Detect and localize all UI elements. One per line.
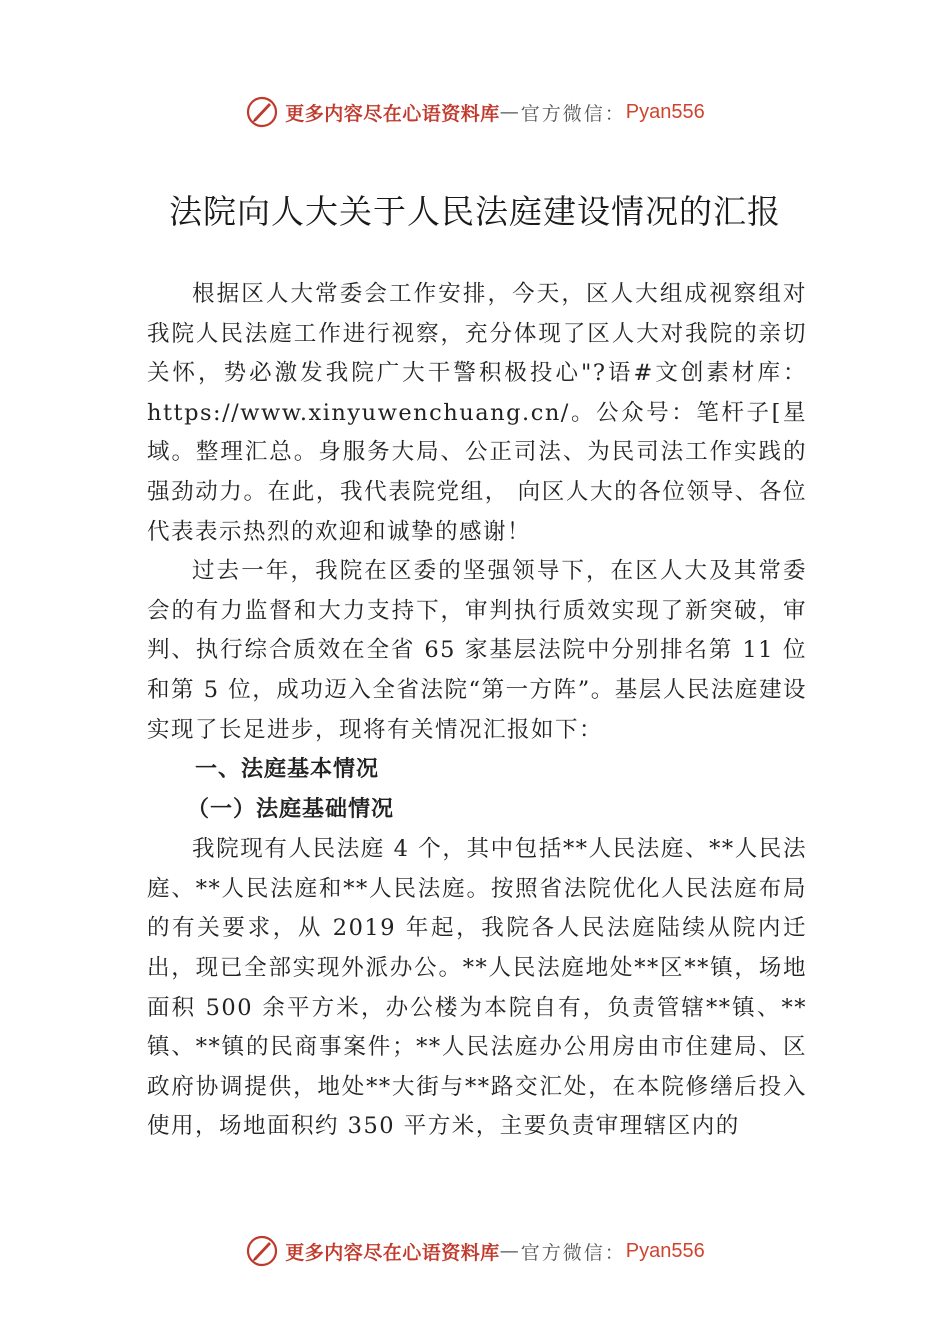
official-wechat-label: 官方微信： (520, 1241, 626, 1264)
official-wechat-label: 官方微信： (520, 102, 626, 125)
wechat-id: Pyan556 (625, 100, 705, 123)
paragraph-courts: 我院现有人民法庭 4 个，其中包括**人民法庭、**人民法庭、**人民法庭和**人民法庭。按照省法院优化人民法庭布局的有关要求，从 2019 年起，我院各人民法庭陆续从院内迁出，现已全部实现外派办公。**人民法庭地处**区**镇，场地面积 500 余平方米，办公楼为本院自有，负责管辖**镇、**镇、**镇的民商事案件；**人民法庭办公用房由市住建局、区政府协调提供，地处**大街与**路交汇处，在本院修缮后投入使用，场地面积约 350 平方米，主要负责审理辖区内的 (147, 836, 807, 1140)
document-body (147, 275, 807, 1147)
quill-seal-icon (245, 95, 279, 129)
banner-separator: — (499, 101, 521, 123)
banner-separator: — (499, 1240, 521, 1262)
subsection-heading-1: （一）法庭基础情况 (187, 797, 395, 823)
brand-name: 更多内容尽在心语资料库 (285, 1241, 500, 1264)
document-title: 法院向人大关于人民法庭建设情况的汇报 (169, 192, 781, 231)
quill-seal-icon (245, 1234, 279, 1268)
section-heading-1: 一、法庭基本情况 (195, 757, 380, 783)
paragraph-intro: 根据区人大常委会工作安排，今天，区人大组成视察组对我院人民法庭工作进行视察，充分体现了区人大对我院的亲切关怀，势必激发我院广大干警积极投心"?语#文创素材库：https://www.xinyuwenchuang.cn/。公众号：笔杆子[星域。整理汇总。身服务大局、公正司法、为民司法工作实践的强劲动力。在此，我代表院党组， 向区人大的各位领导、各位代表表示热烈的欢迎和诚挚的感谢！ (147, 281, 807, 545)
brand-name: 更多内容尽在心语资料库 (285, 102, 500, 125)
paragraph-summary: 过去一年，我院在区委的坚强领导下，在区人大及其常委会的有力监督和大力支持下，审判执行质效实现了新突破，审判、执行综合质效在全省 65 家基层法院中分别排名第 11 位和第 5 位，成功迈入全省法院“第一方阵”。基层人民法庭建设实现了长足进步，现将有关情况汇报如下： (147, 558, 807, 743)
footer-watermark-banner (0, 1231, 950, 1271)
header-watermark-banner (0, 92, 950, 132)
wechat-id: Pyan556 (625, 1239, 705, 1262)
